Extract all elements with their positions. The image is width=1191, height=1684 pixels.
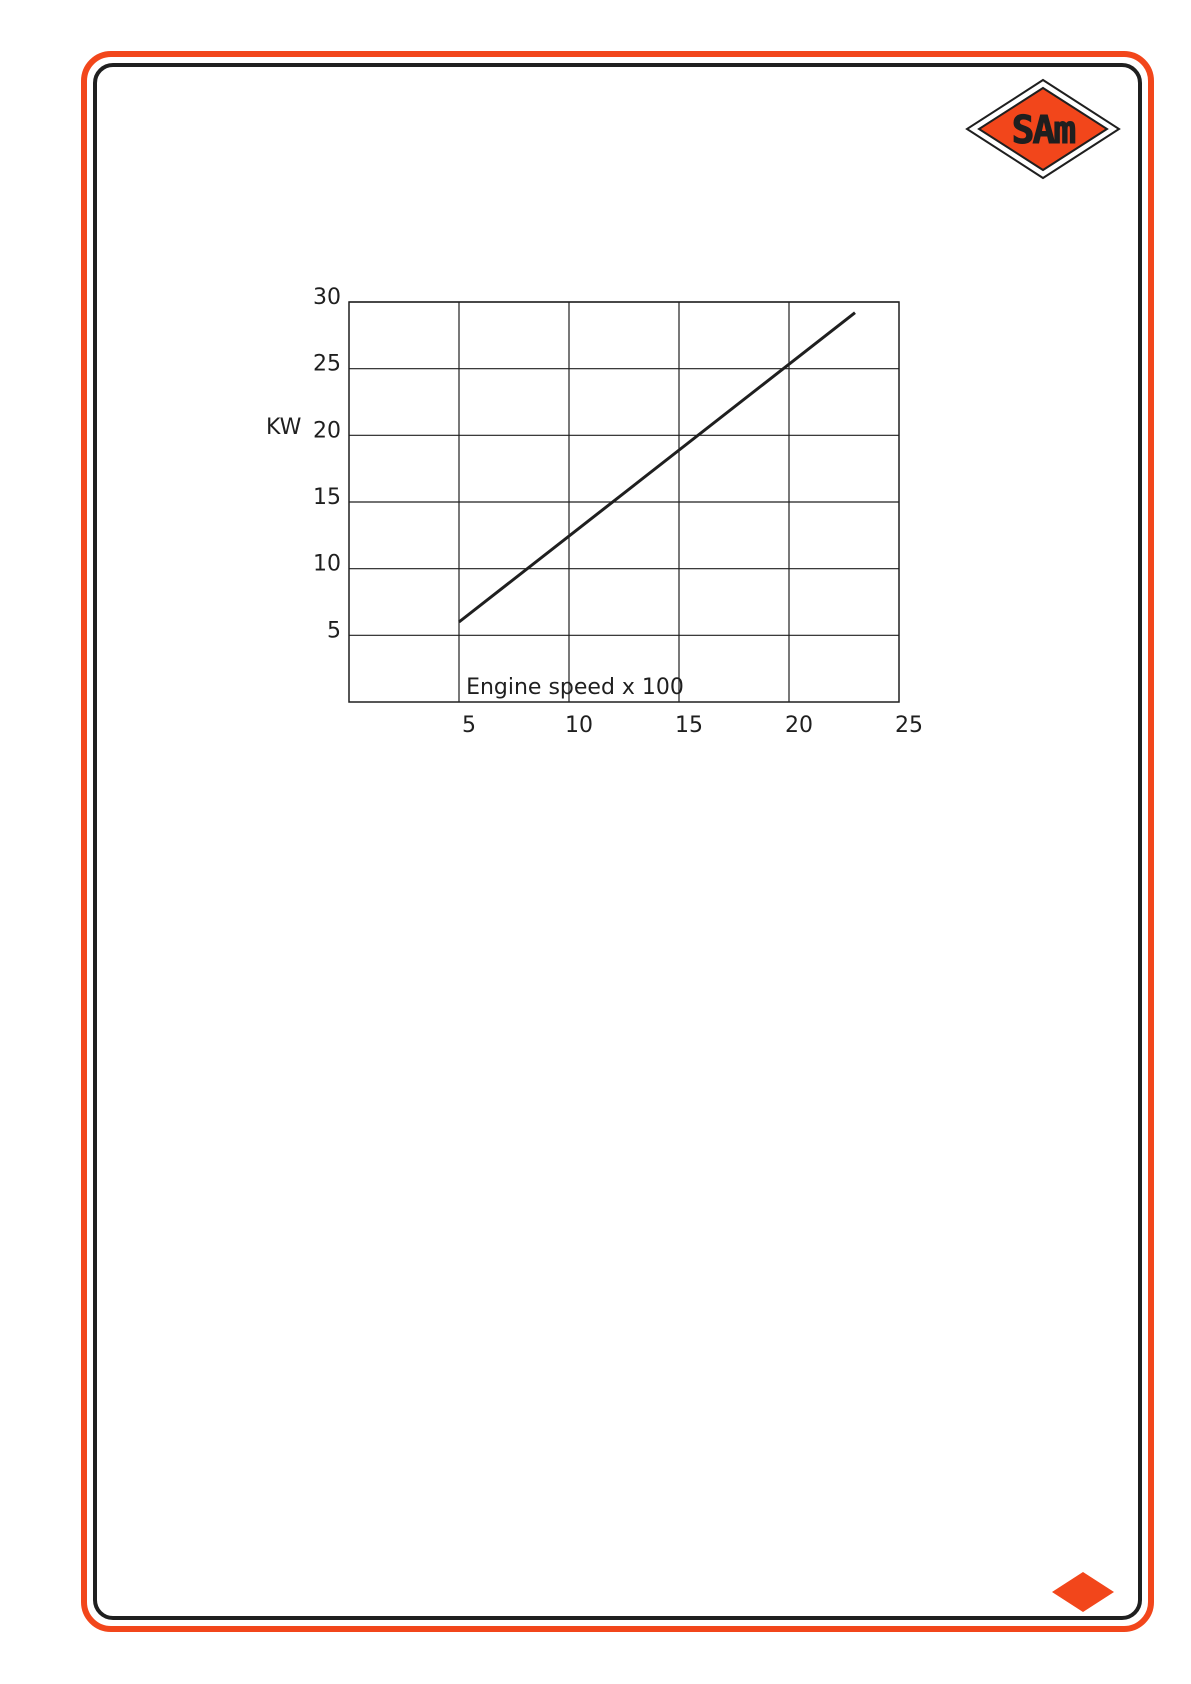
y-axis-ticks [313,285,341,643]
x-tick-label: 10 [565,713,593,738]
x-tick-label: 20 [785,713,813,738]
x-axis-ticks [462,713,923,738]
y-tick-label: 25 [313,351,341,377]
y-tick-label: 15 [313,485,341,510]
y-tick-label: 30 [313,285,341,310]
orange-diamond-icon [1050,1570,1116,1614]
sam-logo-icon [965,78,1121,180]
x-axis-label: Engine speed x 100 [466,675,684,700]
x-tick-label: 5 [462,713,476,738]
y-tick-label: 20 [313,418,341,444]
y-axis-label: KW [266,415,302,440]
x-tick-label: 25 [895,713,923,738]
y-tick-label: 10 [313,551,341,577]
x-tick-label: 15 [675,713,703,738]
series-line-0 [459,313,855,622]
logo-text: SAm [1011,108,1075,152]
y-tick-label: 5 [327,618,341,644]
chart-grid [349,302,899,702]
chart-series [459,313,855,622]
engine-power-chart [250,270,930,770]
